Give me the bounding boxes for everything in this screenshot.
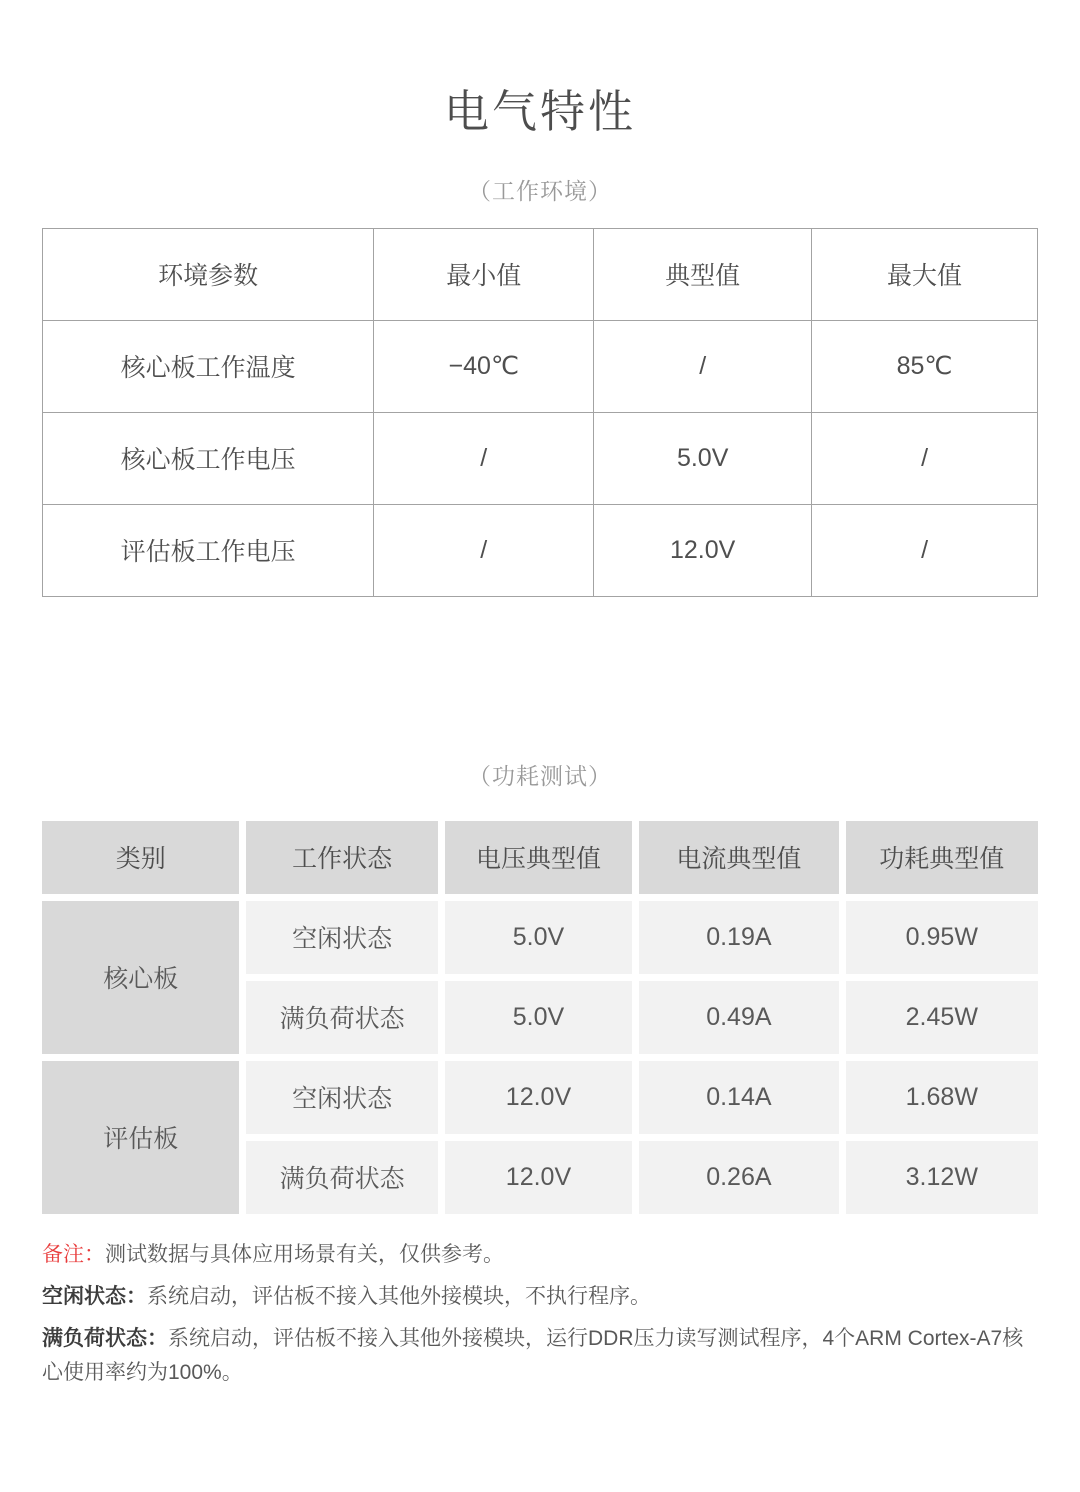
power-header-current: 电流典型值 [639, 821, 838, 894]
power-cell-voltage: 12.0V [445, 1141, 632, 1214]
power-cell-current: 0.26A [639, 1141, 838, 1214]
section-subtitle-power: （功耗测试） [468, 762, 612, 789]
power-cell-state: 空闲状态 [246, 1061, 437, 1134]
notes-section [42, 1238, 1038, 1390]
power-cell-current: 0.14A [639, 1061, 838, 1134]
power-cell-voltage: 5.0V [445, 981, 632, 1054]
page-title: 电气特性 [443, 86, 636, 137]
note-idle-text: 系统启动，评估板不接入其他外接模块，不执行程序。 [147, 1284, 651, 1308]
env-cell-param: 评估板工作电压 [43, 504, 374, 596]
power-cell-power: 3.12W [846, 1141, 1038, 1214]
section-subtitle-environment: （工作环境） [468, 177, 612, 204]
power-cell-current: 0.49A [639, 981, 838, 1054]
power-cell-power: 0.95W [846, 901, 1038, 974]
power-header-state: 工作状态 [246, 821, 437, 894]
env-row-evb-voltage [43, 504, 1038, 596]
power-cell-power: 2.45W [846, 981, 1038, 1054]
power-cell-current: 0.19A [639, 901, 838, 974]
power-table [42, 821, 1038, 1214]
power-cell-state: 满负荷状态 [246, 1141, 437, 1214]
env-cell-max: / [812, 504, 1038, 596]
power-category-evaluation-board: 评估板 [42, 1061, 239, 1214]
note-remark-text: 测试数据与具体应用场景有关，仅供参考。 [105, 1242, 504, 1266]
env-header-typical: 典型值 [594, 228, 812, 320]
content-area [42, 0, 1038, 1390]
power-header-category: 类别 [42, 821, 239, 894]
note-full-load-text: 系统启动，评估板不接入其他外接模块，运行DDR压力读写测试程序，4个ARM Cortex-A7核心使用率约为100%。 [42, 1326, 1024, 1384]
env-cell-typical: / [594, 320, 812, 412]
env-header-row [43, 228, 1038, 320]
power-cell-power: 1.68W [846, 1061, 1038, 1134]
env-cell-max: / [812, 412, 1038, 504]
power-header-power: 功耗典型值 [846, 821, 1038, 894]
env-cell-param: 核心板工作温度 [43, 320, 374, 412]
env-cell-min: −40℃ [374, 320, 594, 412]
env-cell-max: 85℃ [812, 320, 1038, 412]
note-remark [42, 1238, 1038, 1272]
env-cell-min: / [374, 504, 594, 596]
note-full-load-label: 满负荷状态： [42, 1326, 168, 1350]
env-cell-param: 核心板工作电压 [43, 412, 374, 504]
power-cell-voltage: 12.0V [445, 1061, 632, 1134]
power-cell-voltage: 5.0V [445, 901, 632, 974]
note-remark-label: 备注： [42, 1242, 105, 1266]
env-header-param: 环境参数 [43, 228, 374, 320]
environment-table [42, 228, 1038, 597]
power-cell-state: 满负荷状态 [246, 981, 437, 1054]
env-row-core-voltage [43, 412, 1038, 504]
env-cell-typical: 12.0V [594, 504, 812, 596]
note-idle [42, 1280, 1038, 1314]
env-row-temperature [43, 320, 1038, 412]
env-cell-min: / [374, 412, 594, 504]
env-header-min: 最小值 [374, 228, 594, 320]
power-cell-state: 空闲状态 [246, 901, 437, 974]
note-full-load [42, 1322, 1038, 1390]
note-idle-label: 空闲状态： [42, 1284, 147, 1308]
power-header-voltage: 电压典型值 [445, 821, 632, 894]
power-category-core-board: 核心板 [42, 901, 239, 1054]
env-cell-typical: 5.0V [594, 412, 812, 504]
env-header-max: 最大值 [812, 228, 1038, 320]
